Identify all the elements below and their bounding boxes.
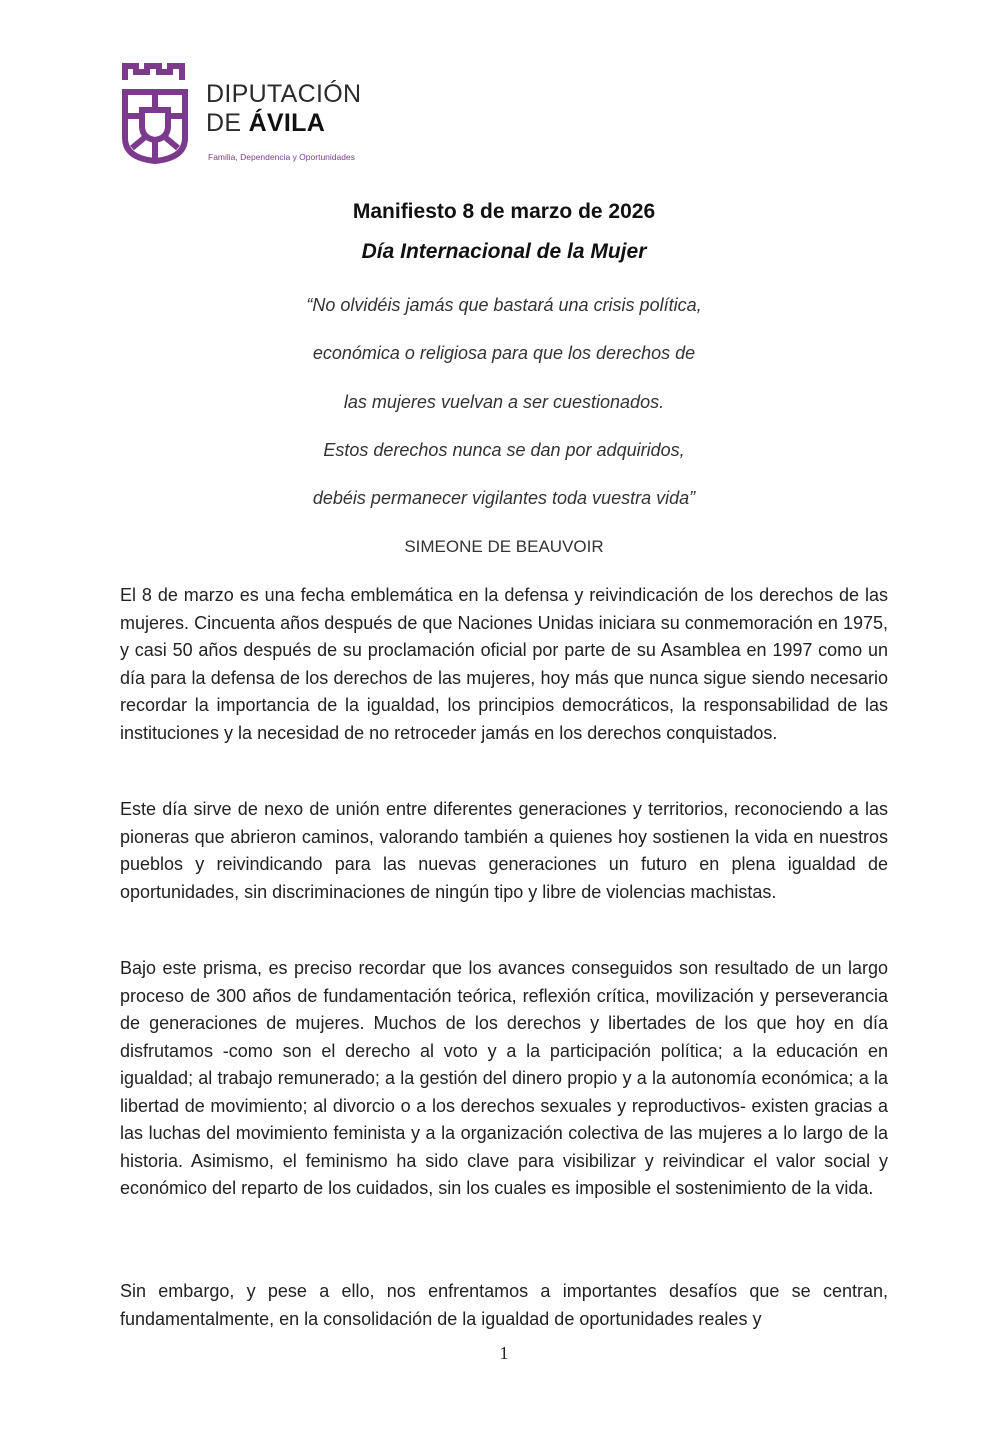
- logo-line2-bold: ÁVILA: [248, 109, 326, 137]
- logo-title: [206, 80, 361, 138]
- page-number: 1: [499, 1343, 509, 1363]
- quote-line: las mujeres vuelvan a ser cuestionados.: [343, 392, 665, 412]
- paragraph: El 8 de marzo es una fecha emblemática en la defensa y reivindicación de los derechos de las mujeres. Cincuenta años después de que Naciones Unidas iniciara su conmemoración en 1975, y casi 50 años después de su proclamación oficial por parte de su Asamblea en 1997 como un día para la defensa de los derechos de las mujeres, hoy más que nunca sigue siendo necesario recordar la importancia de la igualdad, los principios democráticos, la responsabilidad de las instituciones y la necesidad de no retroceder jamás en los derechos conquistados.: [120, 585, 888, 743]
- logo-line1: DIPUTACIÓN: [206, 80, 362, 108]
- paragraph: Bajo este prisma, es preciso recordar que los avances conseguidos son resultado de un largo proceso de 300 años de fundamentación teórica, reflexión crítica, movilización y perseverancia de generaciones de mujeres. Muchos de los derechos y libertades de los que hoy en día disfrutamos -como son el derecho al voto y a la participación política; a la educación en igualdad; al trabajo remunerado; a la gestión del dinero propio y a la autonomía económica; a la libertad de movimiento; al divorcio o a los derechos sexuales y reproductivos- existen gracias a las luchas del movimiento feminista y a la organización colectiva de las mujeres a lo largo de la historia. Asimismo, el feminismo ha sido clave para visibilizar y reivindicar el valor social y económico del reparto de los cuidados, sin los cuales es imposible el sostenimiento de la vida.: [120, 958, 888, 1198]
- quote-line: debéis permanecer vigilantes toda vuestra vida”: [312, 488, 696, 508]
- quote-line: “No olvidéis jamás que bastará una crisis política,: [306, 295, 702, 315]
- logo-line2-prefix: DE: [206, 109, 249, 137]
- paragraph: Este día sirve de nexo de unión entre diferentes generaciones y territorios, reconociendo a las pioneras que abrieron caminos, valorando también a quienes hoy sostienen la vida en nuestros pueblos y reivindicando para las nuevas generaciones un futuro en plena igualdad de oportunidades, sin discriminaciones de ningún tipo y libre de violencias machistas.: [120, 799, 888, 902]
- castle-shield-icon: [122, 60, 188, 164]
- logo-line2: [206, 109, 361, 138]
- paragraph: Sin embargo, y pese a ello, nos enfrentamos a importantes desafíos que se centran, fundamentalmente, en la consolidación de la igualdad de oportunidades reales y: [120, 1281, 888, 1329]
- logo-subtitle: Familia, Dependencia y Oportunidades: [208, 152, 355, 162]
- document-subtitle: Día Internacional de la Mujer: [361, 240, 647, 263]
- quote-line: económica o religiosa para que los derechos de: [312, 343, 696, 363]
- document-title: Manifiesto 8 de marzo de 2026: [352, 200, 656, 223]
- quote-line: Estos derechos nunca se dan por adquiridos,: [323, 440, 685, 460]
- quote-author: SIMEONE DE BEAUVOIR: [404, 537, 604, 556]
- logo: [118, 58, 428, 168]
